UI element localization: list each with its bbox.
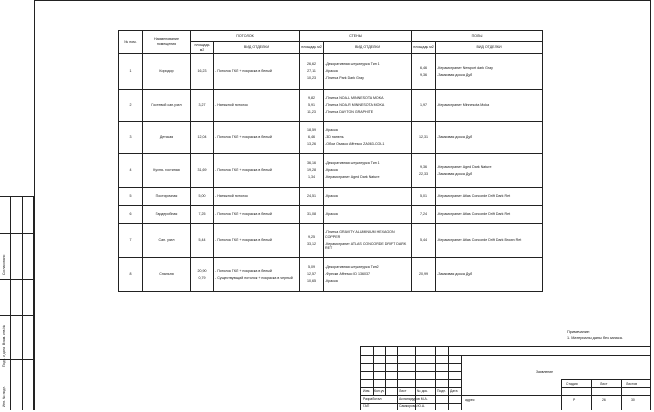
table-row — [119, 154, 543, 188]
ceiling-area — [191, 206, 214, 224]
ceiling-finish — [214, 122, 300, 154]
floor-area — [412, 258, 436, 292]
floor-finish-line: -Керамогранит Aged Dark Nature — [437, 164, 492, 169]
ceiling-area — [191, 188, 214, 206]
wall-area-line: 11,23 — [307, 109, 316, 114]
ceiling-area-line: 31,69 — [197, 168, 207, 173]
wall-area-line: 10,23 — [307, 75, 317, 80]
wall-finish-line: -Керамогранит ATLAS CONCORDE DRIFT DARK RET — [325, 241, 407, 251]
wall-finish-line: -Плитка Park Dark Gray — [325, 75, 364, 80]
table-row — [119, 122, 543, 154]
wall-finish-line: -Фрески Affresco ID 136037 — [325, 272, 371, 277]
table-row — [119, 224, 543, 258]
tb-line — [561, 379, 651, 380]
room-number-line: 3 — [129, 135, 132, 140]
floor-area-line: 20,99 — [419, 272, 429, 277]
wall-area-line: 6,46 — [308, 135, 316, 140]
ceiling-finish-line: - Существующий потолок + покраска в черный — [215, 275, 293, 280]
ceiling-finish — [214, 258, 300, 292]
wall-finish-line: -Плитка GRAVITY ALUMINIUM HEXAGON COPPER — [325, 229, 395, 239]
wall-finish-line: -Плитка NOA-R MINNESOTA MOKA — [325, 103, 385, 108]
room-name — [143, 206, 191, 224]
room-number — [119, 224, 143, 258]
ceiling-finish-line: - Потолок ГКЛ + покраска в белый — [215, 212, 272, 217]
tb-line — [385, 347, 386, 395]
tb-col-sign: Подп. — [437, 389, 447, 393]
table-row — [119, 258, 543, 292]
tb-role-razrab: Разработал — [363, 397, 382, 401]
floor-area-line: 5,01 — [420, 194, 428, 199]
ceiling-area-line: 20,90 — [197, 268, 207, 273]
room-number — [119, 258, 143, 292]
tb-line — [561, 387, 651, 388]
wall-area — [300, 90, 324, 122]
notes — [567, 330, 623, 341]
room-name-line: Постирочная — [155, 194, 178, 199]
floor-area-line: 7,24 — [420, 212, 428, 217]
wall-finish-line: -3D панель — [325, 135, 344, 140]
ceiling-area-line: 5,44 — [198, 238, 206, 243]
wall-area-line: 19,28 — [307, 168, 317, 173]
header-ceiling: ПОТОЛОК — [191, 31, 300, 42]
ceiling-area — [191, 224, 214, 258]
tb-project-label: Заявление — [536, 370, 554, 374]
table-row — [119, 90, 543, 122]
wall-finish — [324, 122, 412, 154]
room-name-line: Коридор — [159, 69, 174, 74]
header-num: № пом. — [119, 31, 143, 54]
ceiling-finish-line: - Натяжной потолок — [215, 103, 248, 108]
wall-area — [300, 206, 324, 224]
room-name-line: Гардеробная — [155, 212, 178, 217]
room-name-line: Сан. узел — [158, 238, 175, 243]
strip-row — [0, 233, 33, 234]
tb-role-gap: ГАП — [363, 404, 370, 408]
wall-finish-line: -Керамогранит Aged Dark Nature — [325, 174, 380, 179]
tb-stage-header: Стадия — [566, 382, 578, 386]
room-number — [119, 154, 143, 188]
tb-line — [461, 355, 462, 410]
room-number-line: 1 — [129, 69, 132, 74]
header-ceiling-area: площадь м2 — [191, 42, 214, 54]
floor-finish-line: -Замковая доска Дуб — [437, 135, 473, 140]
room-number-line: 8 — [129, 272, 132, 277]
floor-area-line: 9,36 — [420, 164, 428, 169]
floor-finish — [436, 258, 543, 292]
room-number-line: 6 — [129, 212, 132, 217]
ceiling-finish-line: - Натяжной потолок — [215, 194, 248, 199]
ceiling-finish — [214, 90, 300, 122]
header-walls: СТЕНЫ — [300, 31, 412, 42]
floor-finish — [436, 224, 543, 258]
finishing-table-body — [119, 54, 543, 292]
wall-finish — [324, 154, 412, 188]
ceiling-area-line: 12,04 — [197, 135, 207, 140]
floor-finish-line: -Керамогранит Atlas Concorde Drift Dark Brown Ret — [437, 238, 522, 243]
wall-area — [300, 224, 324, 258]
wall-finish — [324, 90, 412, 122]
room-name — [143, 224, 191, 258]
room-name — [143, 154, 191, 188]
ceiling-finish-line: - Потолок ГКЛ + покраска в белый — [215, 238, 272, 243]
room-name — [143, 122, 191, 154]
ceiling-finish — [214, 188, 300, 206]
header-floors-area: площадь м2 — [412, 42, 436, 54]
wall-area-line: 36,16 — [307, 161, 317, 166]
room-name-line: Детская — [159, 135, 174, 140]
tb-col-date: Дата — [450, 389, 458, 393]
floor-finish-line: -Керамогранит Atlas Concorde Drift Dark Ret — [437, 194, 511, 199]
strip-sign-date-label: Подп. и дата — [2, 347, 6, 367]
floor-area — [412, 188, 436, 206]
title-block — [360, 346, 651, 410]
ceiling-area-line: 0,79 — [198, 275, 206, 280]
wall-area — [300, 54, 324, 90]
floor-area-line: 6,46 — [420, 65, 428, 70]
ceiling-finish-line: - Потолок ГКЛ + покраска в белый — [215, 69, 272, 74]
header-walls-finish: ВИД ОТДЕЛКИ — [324, 42, 412, 54]
notes-item: 1. Материалы даны без запаса. — [567, 335, 623, 340]
tb-sheet-value: 26 — [602, 398, 606, 402]
wall-finish-line: -Плитка DAYTON GRAPHITE — [325, 109, 374, 114]
floor-finish — [436, 90, 543, 122]
wall-finish-line: -Краска — [325, 168, 338, 173]
wall-finish — [324, 224, 412, 258]
wall-area-line: 10,65 — [307, 278, 317, 283]
wall-finish — [324, 54, 412, 90]
tb-line — [397, 347, 398, 410]
tb-line — [361, 379, 461, 380]
strip-row — [0, 279, 33, 280]
floor-area — [412, 224, 436, 258]
room-name — [143, 188, 191, 206]
tb-line — [361, 355, 651, 356]
tb-line — [361, 387, 461, 388]
wall-area-line: 1,34 — [308, 174, 316, 179]
strip-inv-dup-label: Взам. инв.№ — [2, 324, 6, 345]
wall-finish-line: -Декоративная штукатурка Тип2 — [325, 265, 379, 270]
floor-finish — [436, 122, 543, 154]
wall-area-line: 5,91 — [308, 103, 316, 108]
tb-line — [448, 347, 449, 410]
wall-area-line: 12,57 — [307, 272, 317, 277]
room-name-line: Гостевой сан.узел — [151, 103, 182, 108]
ceiling-finish-line: - Потолок ГКЛ + покраска в белый — [215, 168, 272, 173]
ceiling-finish-line: - Потолок ГКЛ + покраска в белый — [215, 135, 272, 140]
floor-area — [412, 206, 436, 224]
ceiling-area-line: 16,23 — [197, 69, 207, 74]
tb-name-razrab: Асланидуров М.А. — [399, 397, 428, 401]
wall-area-line: 13,26 — [307, 141, 317, 146]
wall-finish-line: -Декоративная штукатурка Тип 1 — [325, 161, 380, 166]
room-number-line: 4 — [129, 168, 132, 173]
wall-finish-line: -Обои Osasco Affresco ZA063-COL1 — [325, 141, 385, 146]
header-room: Наименование помещения — [143, 31, 191, 54]
room-number — [119, 188, 143, 206]
floor-area-line: 12,31 — [419, 135, 429, 140]
floor-finish — [436, 206, 543, 224]
binding-strip — [0, 196, 34, 410]
floor-finish-line: -Керамогранит Minnesota Moka — [437, 103, 490, 108]
tb-line — [621, 379, 622, 410]
room-name-line: Кухня- гостиная — [153, 168, 180, 173]
floor-finish-line: -Керамогранит Newport dark Gray — [437, 65, 493, 70]
header-walls-area: площадь м2 — [300, 42, 324, 54]
tb-line — [361, 395, 651, 396]
floor-finish — [436, 54, 543, 90]
tb-line — [561, 379, 562, 410]
wall-finish-line: -Плитка NOA-L MINNESOTA MOKA — [325, 96, 384, 101]
ceiling-finish — [214, 206, 300, 224]
strip-inv-orig-label: Инв. № подл. — [2, 385, 6, 407]
strip-row — [0, 315, 33, 316]
wall-finish-line: -Краска — [325, 69, 338, 74]
floor-finish-line: -Керамогранит Atlas Concorde Drift Dark Ret — [437, 212, 511, 217]
ceiling-area — [191, 90, 214, 122]
floor-area-line: 5,44 — [420, 238, 428, 243]
wall-area-line: 33,12 — [307, 241, 317, 246]
room-name — [143, 258, 191, 292]
wall-area — [300, 154, 324, 188]
wall-area-line: 18,59 — [307, 128, 317, 133]
wall-finish-line: -Краска — [325, 128, 338, 133]
notes-title: Примечание: — [567, 330, 591, 334]
floor-finish-line: -Замковая доска Дуб — [437, 171, 473, 176]
ceiling-area-line: 7,25 — [198, 212, 206, 217]
tb-col-qty: Кол.уч — [374, 389, 385, 393]
table-row — [119, 188, 543, 206]
floor-finish-line: -Замковая доска Дуб — [437, 72, 473, 77]
wall-area-line: 27,11 — [307, 69, 316, 74]
wall-finish-line: -Краска — [325, 194, 338, 199]
floor-area — [412, 154, 436, 188]
tb-sheets-value: 30 — [631, 398, 635, 402]
ceiling-finish-line: - Потолок ГКЛ + покраска в белый — [215, 268, 272, 273]
tb-sheets-header: Листов — [626, 382, 638, 386]
tb-line — [591, 379, 592, 410]
tb-sheet-header: Лист — [600, 382, 608, 386]
ceiling-area — [191, 258, 214, 292]
strip-agreed-label: Согласовано — [2, 254, 6, 275]
wall-area — [300, 258, 324, 292]
floor-area-line: 1,97 — [420, 103, 428, 108]
table-row — [119, 54, 543, 90]
wall-area-line: 31,08 — [307, 212, 317, 217]
ceiling-area — [191, 54, 214, 90]
wall-area-line: 9,82 — [308, 96, 316, 101]
wall-finish — [324, 188, 412, 206]
wall-finish-line: -Декоративная штукатурка Тип 1 — [325, 62, 380, 67]
floor-finish — [436, 188, 543, 206]
ceiling-area — [191, 154, 214, 188]
floor-area — [412, 54, 436, 90]
tb-line — [373, 347, 374, 395]
room-name — [143, 90, 191, 122]
room-number — [119, 54, 143, 90]
header-floors-finish: ВИД ОТДЕЛКИ — [436, 42, 543, 54]
room-number — [119, 90, 143, 122]
wall-area-line: 26,62 — [307, 62, 317, 67]
floor-area — [412, 122, 436, 154]
table-row — [119, 206, 543, 224]
wall-finish — [324, 206, 412, 224]
tb-line — [361, 363, 461, 364]
ceiling-area-line: 3,27 — [198, 103, 206, 108]
header-floors: ПОЛЫ — [412, 31, 543, 42]
floor-finish-line: -Замковая доска Дуб — [437, 272, 473, 277]
strip-col-value — [10, 197, 23, 410]
wall-finish-line: -Краска — [325, 278, 338, 283]
room-number-line: 5 — [129, 194, 132, 199]
header-ceiling-finish: ВИД ОТДЕЛКИ — [214, 42, 300, 54]
ceiling-finish — [214, 154, 300, 188]
floor-area — [412, 90, 436, 122]
tb-name-gap: Самкорова Ю.А. — [399, 404, 426, 408]
wall-area — [300, 122, 324, 154]
floor-area-line: 9,36 — [420, 72, 428, 77]
room-number — [119, 206, 143, 224]
room-number-line: 2 — [129, 103, 132, 108]
tb-stage-value: Р — [573, 398, 576, 402]
tb-col-doc: № док. — [417, 389, 428, 393]
room-number-line: 7 — [129, 238, 132, 243]
room-name — [143, 54, 191, 90]
tb-col-change: Изм. — [363, 389, 371, 393]
floor-finish — [436, 154, 543, 188]
tb-line — [361, 371, 461, 372]
ceiling-finish — [214, 224, 300, 258]
wall-area — [300, 188, 324, 206]
wall-finish — [324, 258, 412, 292]
tb-col-sheet: Лист — [399, 389, 407, 393]
ceiling-finish — [214, 54, 300, 90]
ceiling-area-line: 5,00 — [198, 194, 206, 199]
floor-area-line: 22,33 — [419, 171, 429, 176]
wall-finish-line: -Краска — [325, 212, 338, 217]
finishing-table — [118, 30, 543, 292]
wall-area-line: 9,25 — [308, 234, 316, 239]
wall-area-line: 24,51 — [307, 194, 317, 199]
tb-line — [435, 347, 436, 410]
wall-area-line: 5,09 — [308, 265, 316, 270]
ceiling-area — [191, 122, 214, 154]
room-name-line: Спальня — [159, 272, 174, 277]
room-number — [119, 122, 143, 154]
tb-address-label: адрес: — [465, 398, 476, 402]
